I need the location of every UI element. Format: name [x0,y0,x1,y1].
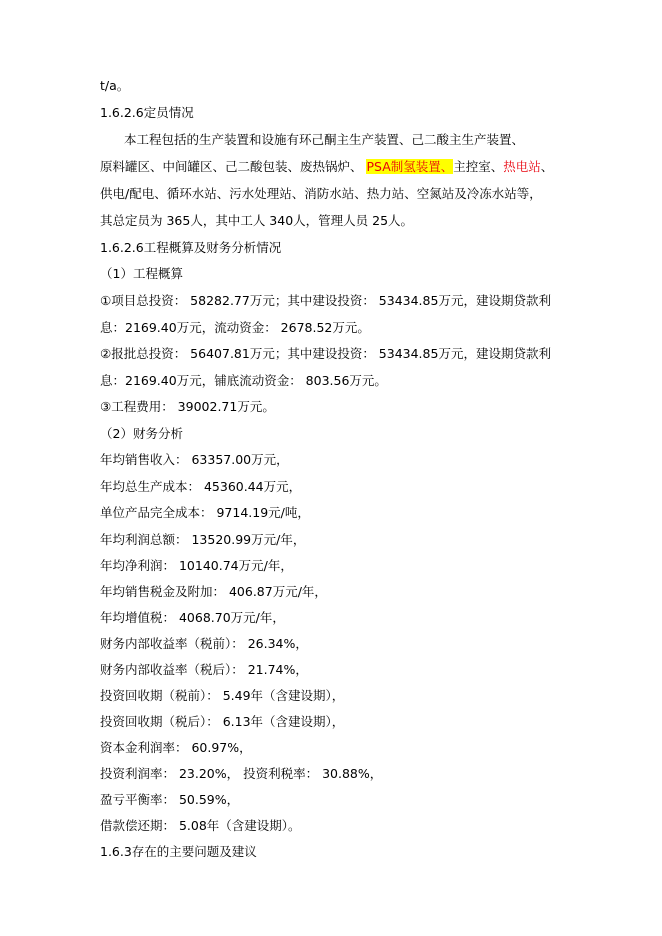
text-line: ①项目总投资： 58282.77万元；其中建设投资： 53434.85万元，建设期贷款利 [100,293,551,308]
section-heading-staffing: 1.6.2.6定员情况 [100,105,194,120]
paragraph-line [100,159,553,175]
text-line: t/a。 [100,78,130,93]
financial-item: 投资回收期（税后）： 6.13年（含建设期）， [100,714,345,729]
text-line: 息：2169.40万元，流动资金： 2678.52万元。 [100,320,370,335]
financial-item: 资本金利润率： 60.97%， [100,740,252,755]
text-run: 、 [540,159,554,174]
financial-item: 年均增值税： 4068.70万元/年， [100,610,285,625]
paragraph-line: 本工程包括的生产装置和设施有环己酮主生产装置、己二酸主生产装置、 [124,132,525,147]
text-run: 原料罐区、中间罐区、己二酸包装、废热锅炉、 [100,159,367,174]
financial-item: 投资回收期（税前）： 5.49年（含建设期）， [100,688,345,703]
section-heading-issues: 1.6.3存在的主要问题及建议 [100,844,257,859]
financial-item: 投资利润率： 23.20%， 投资利税率： 30.88%， [100,766,383,781]
financial-item: 财务内部收益率（税后）： 21.74%， [100,662,308,677]
financial-item: 年均利润总额： 13520.99万元/年， [100,532,306,547]
text-line: ③工程费用： 39002.71万元。 [100,399,275,414]
paragraph-line: 其总定员为 365人，其中工人 340人，管理人员 25人。 [100,213,414,228]
section-heading-estimate: 1.6.2.6工程概算及财务分析情况 [100,240,282,255]
text-line: 息：2169.40万元，铺底流动资金： 803.56万元。 [100,373,387,388]
text-run: 主控室、 [453,159,504,174]
financial-item: 年均销售收入： 63357.00万元， [100,452,289,467]
financial-item: 年均销售税金及附加： 406.87万元/年， [100,584,327,599]
text-line: ②报批总投资： 56407.81万元；其中建设投资： 53434.85万元，建设期贷款利 [100,346,551,361]
financial-item: 年均净利润： 10140.74万元/年， [100,558,293,573]
financial-item: 财务内部收益率（税前）： 26.34%， [100,636,308,651]
subheading-financial: （2）财务分析 [100,426,183,441]
highlighted-red-text: PSA [366,159,391,174]
subheading-estimate: （1）工程概算 [100,266,183,281]
highlighted-red-text: 制氢装置、 [390,159,454,174]
financial-item: 年均总生产成本： 45360.44万元， [100,479,302,494]
financial-item: 借款偿还期： 5.08年（含建设期）。 [100,818,301,833]
financial-item: 盈亏平衡率： 50.59%， [100,792,240,807]
red-text: 热电站 [503,159,541,174]
financial-item: 单位产品完全成本： 9714.19元/吨， [100,505,310,520]
paragraph-line: 供电/配电、循环水站、污水处理站、消防水站、热力站、空氮站及冷冻水站等， [100,186,542,201]
